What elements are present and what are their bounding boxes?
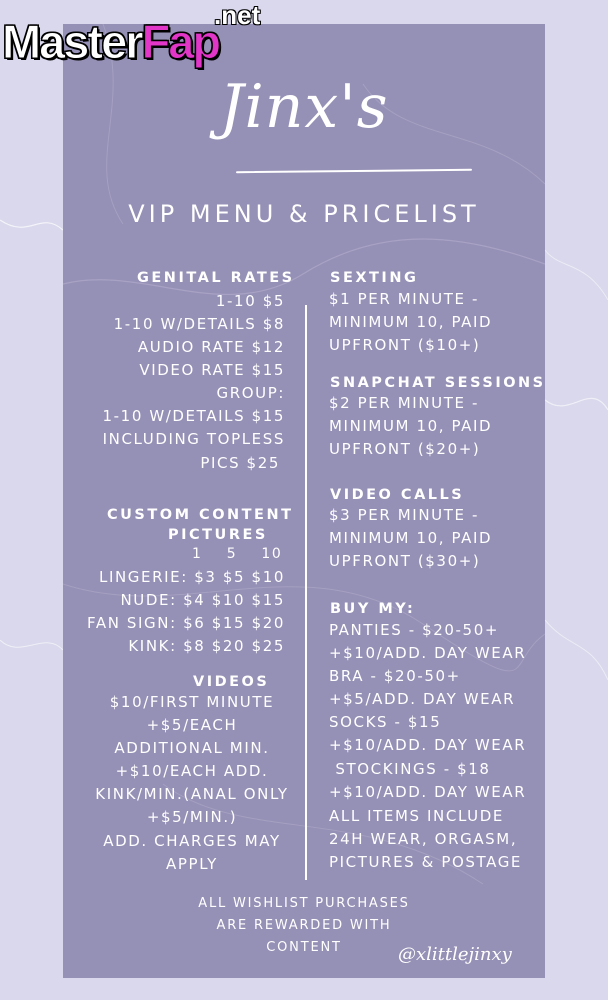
menu-title: Jinx's	[219, 72, 389, 142]
social-handle: @xlittlejinxy	[398, 944, 512, 965]
video-calls-line: MINIMUM 10, PAID	[329, 529, 493, 547]
sexting-heading: SEXTING	[330, 270, 419, 286]
watermark-suffix: .net	[214, 0, 261, 30]
videos-line: +$5/MIN.)	[146, 808, 238, 826]
buy-my-line: ALL ITEMS INCLUDE	[329, 807, 504, 825]
buy-my-line: +$5/ADD. DAY WEAR	[329, 690, 516, 708]
videos-line: ADDITIONAL MIN.	[114, 739, 270, 757]
genital-rates-line: 1-10 $5	[215, 292, 285, 310]
buy-my-line: +$10/ADD. DAY WEAR	[329, 736, 527, 754]
buy-my-line: STOCKINGS - $18	[329, 760, 491, 778]
custom-content-heading: CUSTOM CONTENT	[107, 507, 294, 523]
custom-content-line: NUDE: $4 $10 $15	[120, 591, 285, 609]
watermark-logo: MasterFap	[2, 15, 220, 68]
videos-line: $10/FIRST MINUTE	[109, 693, 275, 711]
snapchat-heading: SNAPCHAT SESSIONS	[330, 375, 546, 391]
custom-content-columns: 1 5 10	[192, 546, 283, 562]
snapchat-line: $2 PER MINUTE -	[329, 394, 479, 412]
video-calls-heading: VIDEO CALLS	[330, 487, 465, 503]
buy-my-heading: BUY MY:	[330, 601, 416, 617]
genital-rates-line: AUDIO RATE $12	[137, 338, 285, 356]
buy-my-line: 24H WEAR, ORGASM,	[329, 830, 518, 848]
menu-subtitle: VIP MENU & PRICELIST	[128, 200, 480, 228]
genital-rates-line: INCLUDING TOPLESS	[102, 430, 285, 448]
footer-line: CONTENT	[266, 940, 342, 955]
buy-my-line: +$10/ADD. DAY WEAR	[329, 783, 527, 801]
genital-rates-line: 1-10 W/DETAILS $15	[102, 407, 285, 425]
video-calls-line: $3 PER MINUTE -	[329, 506, 479, 524]
footer-line: ARE REWARDED WITH	[216, 918, 392, 933]
sexting-line: MINIMUM 10, PAID	[329, 313, 493, 331]
sexting-line: UPFRONT ($10+)	[329, 336, 481, 354]
genital-rates-line: VIDEO RATE $15	[139, 361, 285, 379]
genital-rates-heading: GENITAL RATES	[137, 270, 295, 286]
buy-my-line: PICTURES & POSTAGE	[329, 853, 523, 871]
custom-content-line: FAN SIGN: $6 $15 $20	[87, 614, 285, 632]
videos-line: KINK/MIN.(ANAL ONLY	[95, 785, 289, 803]
videos-line: ADD. CHARGES MAY	[103, 832, 281, 850]
snapchat-line: UPFRONT ($20+)	[329, 440, 481, 458]
videos-line: +$10/EACH ADD.	[115, 762, 269, 780]
custom-content-subheading: PICTURES	[168, 527, 268, 543]
genital-rates-line: GROUP:	[216, 384, 285, 402]
sexting-line: $1 PER MINUTE -	[329, 290, 479, 308]
video-calls-line: UPFRONT ($30+)	[329, 552, 481, 570]
footer-line: ALL WISHLIST PURCHASES	[198, 896, 410, 911]
buy-my-line: +$10/ADD. DAY WEAR	[329, 644, 527, 662]
custom-content-line: KINK: $8 $20 $25	[128, 637, 285, 655]
buy-my-line: BRA - $20-50+	[329, 667, 461, 685]
videos-line: APPLY	[166, 855, 218, 873]
custom-content-line: LINGERIE: $3 $5 $10	[99, 568, 285, 586]
videos-heading: VIDEOS	[193, 674, 270, 690]
genital-rates-line: 1-10 W/DETAILS $8	[113, 315, 285, 333]
buy-my-line: PANTIES - $20-50+	[329, 621, 500, 639]
videos-line: +$5/EACH	[146, 716, 238, 734]
snapchat-line: MINIMUM 10, PAID	[329, 417, 493, 435]
site-watermark	[0, 2, 310, 72]
buy-my-line: SOCKS - $15	[329, 713, 442, 731]
genital-rates-line: PICS $25	[200, 454, 280, 472]
